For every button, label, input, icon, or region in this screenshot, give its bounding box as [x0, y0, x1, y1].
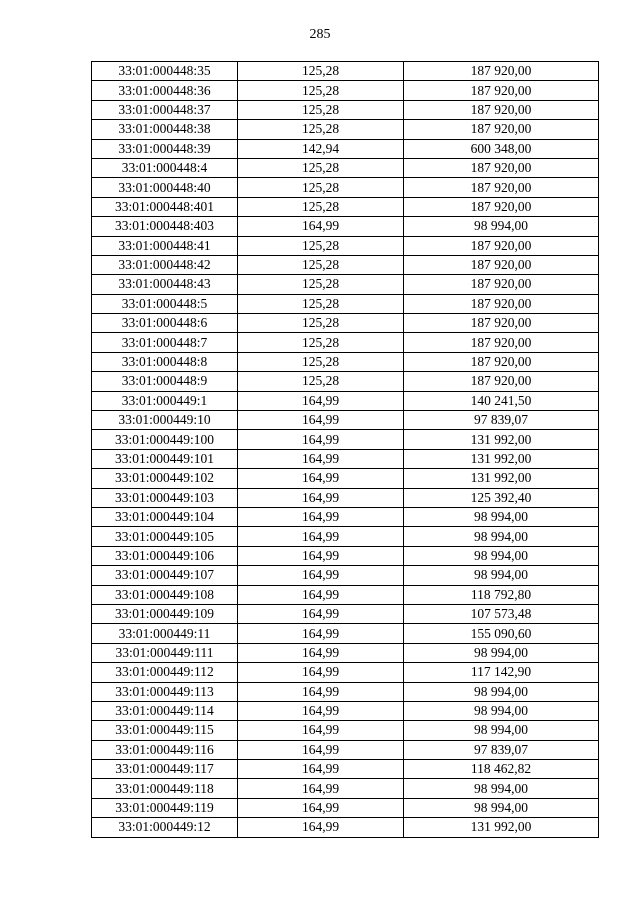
- value-cell: 98 994,00: [404, 779, 599, 798]
- table-row: [92, 178, 599, 197]
- table-row: [92, 236, 599, 255]
- area-cell: 164,99: [238, 818, 404, 837]
- cadastral-number-cell: 33:01:000448:38: [92, 120, 238, 139]
- area-cell: 164,99: [238, 527, 404, 546]
- value-cell: 125 392,40: [404, 488, 599, 507]
- area-cell: 164,99: [238, 430, 404, 449]
- table-row: [92, 566, 599, 585]
- value-cell: 600 348,00: [404, 139, 599, 158]
- area-cell: 125,28: [238, 158, 404, 177]
- area-cell: 164,99: [238, 411, 404, 430]
- table-row: [92, 275, 599, 294]
- table-row: [92, 798, 599, 817]
- cadastral-number-cell: 33:01:000448:7: [92, 333, 238, 352]
- value-cell: 140 241,50: [404, 391, 599, 410]
- value-cell: 98 994,00: [404, 217, 599, 236]
- value-cell: 98 994,00: [404, 798, 599, 817]
- table-row: [92, 62, 599, 81]
- table-row: [92, 701, 599, 720]
- area-cell: 125,28: [238, 120, 404, 139]
- table-row: [92, 120, 599, 139]
- cadastral-number-cell: 33:01:000449:112: [92, 663, 238, 682]
- table-row: [92, 546, 599, 565]
- table-row: [92, 255, 599, 274]
- cadastral-number-cell: 33:01:000449:105: [92, 527, 238, 546]
- area-cell: 164,99: [238, 779, 404, 798]
- area-cell: 164,99: [238, 217, 404, 236]
- area-cell: 164,99: [238, 760, 404, 779]
- area-cell: 125,28: [238, 197, 404, 216]
- cadastral-number-cell: 33:01:000449:103: [92, 488, 238, 507]
- value-cell: 131 992,00: [404, 449, 599, 468]
- cadastral-number-cell: 33:01:000448:41: [92, 236, 238, 255]
- area-cell: 164,99: [238, 604, 404, 623]
- table-row: [92, 604, 599, 623]
- cadastral-number-cell: 33:01:000448:35: [92, 62, 238, 81]
- table-row: [92, 197, 599, 216]
- cadastral-number-cell: 33:01:000448:42: [92, 255, 238, 274]
- table-row: [92, 391, 599, 410]
- value-cell: 98 994,00: [404, 507, 599, 526]
- cadastral-number-cell: 33:01:000449:102: [92, 469, 238, 488]
- area-cell: 164,99: [238, 643, 404, 662]
- table-row: [92, 352, 599, 371]
- cadastral-number-cell: 33:01:000448:8: [92, 352, 238, 371]
- cadastral-number-cell: 33:01:000449:104: [92, 507, 238, 526]
- cadastral-number-cell: 33:01:000448:9: [92, 372, 238, 391]
- table-row: [92, 624, 599, 643]
- value-cell: 155 090,60: [404, 624, 599, 643]
- cadastral-number-cell: 33:01:000449:100: [92, 430, 238, 449]
- area-cell: 164,99: [238, 740, 404, 759]
- table-body: [92, 62, 599, 838]
- page-number: 285: [309, 27, 331, 42]
- value-cell: 118 462,82: [404, 760, 599, 779]
- area-cell: 164,99: [238, 585, 404, 604]
- cadastral-number-cell: 33:01:000448:43: [92, 275, 238, 294]
- value-cell: 187 920,00: [404, 352, 599, 371]
- value-cell: 187 920,00: [404, 197, 599, 216]
- cadastral-number-cell: 33:01:000449:111: [92, 643, 238, 662]
- area-cell: 125,28: [238, 333, 404, 352]
- cadastral-number-cell: 33:01:000449:11: [92, 624, 238, 643]
- table-row: [92, 139, 599, 158]
- cadastral-number-cell: 33:01:000448:401: [92, 197, 238, 216]
- cadastral-number-cell: 33:01:000449:113: [92, 682, 238, 701]
- value-cell: 187 920,00: [404, 62, 599, 81]
- value-cell: 187 920,00: [404, 255, 599, 274]
- area-cell: 164,99: [238, 469, 404, 488]
- table-row: [92, 740, 599, 759]
- area-cell: 164,99: [238, 663, 404, 682]
- table-row: [92, 469, 599, 488]
- table-row: [92, 643, 599, 662]
- value-cell: 98 994,00: [404, 682, 599, 701]
- cadastral-number-cell: 33:01:000449:117: [92, 760, 238, 779]
- table-row: [92, 449, 599, 468]
- area-cell: 142,94: [238, 139, 404, 158]
- table-row: [92, 507, 599, 526]
- value-cell: 98 994,00: [404, 643, 599, 662]
- value-cell: 131 992,00: [404, 430, 599, 449]
- cadastral-number-cell: 33:01:000448:39: [92, 139, 238, 158]
- area-cell: 125,28: [238, 255, 404, 274]
- cadastral-number-cell: 33:01:000449:115: [92, 721, 238, 740]
- value-cell: 97 839,07: [404, 411, 599, 430]
- area-cell: 164,99: [238, 798, 404, 817]
- value-cell: 187 920,00: [404, 236, 599, 255]
- value-cell: 187 920,00: [404, 275, 599, 294]
- value-cell: 97 839,07: [404, 740, 599, 759]
- area-cell: 164,99: [238, 701, 404, 720]
- cadastral-number-cell: 33:01:000448:6: [92, 314, 238, 333]
- value-cell: 187 920,00: [404, 120, 599, 139]
- value-cell: 187 920,00: [404, 158, 599, 177]
- value-cell: 187 920,00: [404, 372, 599, 391]
- cadastral-number-cell: 33:01:000449:114: [92, 701, 238, 720]
- table-row: [92, 411, 599, 430]
- value-cell: 131 992,00: [404, 818, 599, 837]
- table-row: [92, 663, 599, 682]
- value-cell: 187 920,00: [404, 333, 599, 352]
- cadastral-number-cell: 33:01:000448:37: [92, 100, 238, 119]
- area-cell: 164,99: [238, 488, 404, 507]
- area-cell: 164,99: [238, 391, 404, 410]
- value-cell: 131 992,00: [404, 469, 599, 488]
- value-cell: 187 920,00: [404, 294, 599, 313]
- value-cell: 117 142,90: [404, 663, 599, 682]
- area-cell: 125,28: [238, 62, 404, 81]
- area-cell: 164,99: [238, 624, 404, 643]
- table-row: [92, 721, 599, 740]
- table-row: [92, 682, 599, 701]
- value-cell: 98 994,00: [404, 566, 599, 585]
- table-row: [92, 217, 599, 236]
- value-cell: 98 994,00: [404, 701, 599, 720]
- cadastral-number-cell: 33:01:000449:107: [92, 566, 238, 585]
- area-cell: 125,28: [238, 372, 404, 391]
- cadastral-number-cell: 33:01:000449:106: [92, 546, 238, 565]
- cadastral-number-cell: 33:01:000449:12: [92, 818, 238, 837]
- value-cell: 98 994,00: [404, 527, 599, 546]
- area-cell: 125,28: [238, 178, 404, 197]
- table-row: [92, 100, 599, 119]
- cadastral-number-cell: 33:01:000448:40: [92, 178, 238, 197]
- area-cell: 125,28: [238, 294, 404, 313]
- cadastral-number-cell: 33:01:000449:1: [92, 391, 238, 410]
- value-cell: 118 792,80: [404, 585, 599, 604]
- area-cell: 164,99: [238, 721, 404, 740]
- cadastral-number-cell: 33:01:000449:116: [92, 740, 238, 759]
- table-row: [92, 333, 599, 352]
- cadastral-number-cell: 33:01:000448:5: [92, 294, 238, 313]
- value-cell: 98 994,00: [404, 721, 599, 740]
- area-cell: 164,99: [238, 546, 404, 565]
- cadastral-number-cell: 33:01:000449:10: [92, 411, 238, 430]
- cadastral-number-cell: 33:01:000449:109: [92, 604, 238, 623]
- value-cell: 107 573,48: [404, 604, 599, 623]
- table-row: [92, 527, 599, 546]
- table-row: [92, 81, 599, 100]
- value-cell: 187 920,00: [404, 81, 599, 100]
- cadastral-number-cell: 33:01:000449:101: [92, 449, 238, 468]
- value-cell: 187 920,00: [404, 100, 599, 119]
- cadastral-number-cell: 33:01:000449:119: [92, 798, 238, 817]
- area-cell: 164,99: [238, 566, 404, 585]
- table-row: [92, 779, 599, 798]
- area-cell: 125,28: [238, 275, 404, 294]
- table-row: [92, 760, 599, 779]
- area-cell: 164,99: [238, 449, 404, 468]
- area-cell: 125,28: [238, 81, 404, 100]
- cadastral-number-cell: 33:01:000449:118: [92, 779, 238, 798]
- table-row: [92, 585, 599, 604]
- value-cell: 187 920,00: [404, 314, 599, 333]
- data-table: [91, 61, 599, 838]
- cadastral-number-cell: 33:01:000448:36: [92, 81, 238, 100]
- table-row: [92, 488, 599, 507]
- table-row: [92, 158, 599, 177]
- value-cell: 98 994,00: [404, 546, 599, 565]
- value-cell: 187 920,00: [404, 178, 599, 197]
- cadastral-number-cell: 33:01:000448:4: [92, 158, 238, 177]
- area-cell: 125,28: [238, 352, 404, 371]
- area-cell: 125,28: [238, 314, 404, 333]
- cadastral-number-cell: 33:01:000449:108: [92, 585, 238, 604]
- cadastral-number-cell: 33:01:000448:403: [92, 217, 238, 236]
- area-cell: 164,99: [238, 507, 404, 526]
- area-cell: 125,28: [238, 236, 404, 255]
- table-row: [92, 294, 599, 313]
- area-cell: 125,28: [238, 100, 404, 119]
- table-row: [92, 430, 599, 449]
- table-row: [92, 818, 599, 837]
- table-row: [92, 314, 599, 333]
- table-row: [92, 372, 599, 391]
- area-cell: 164,99: [238, 682, 404, 701]
